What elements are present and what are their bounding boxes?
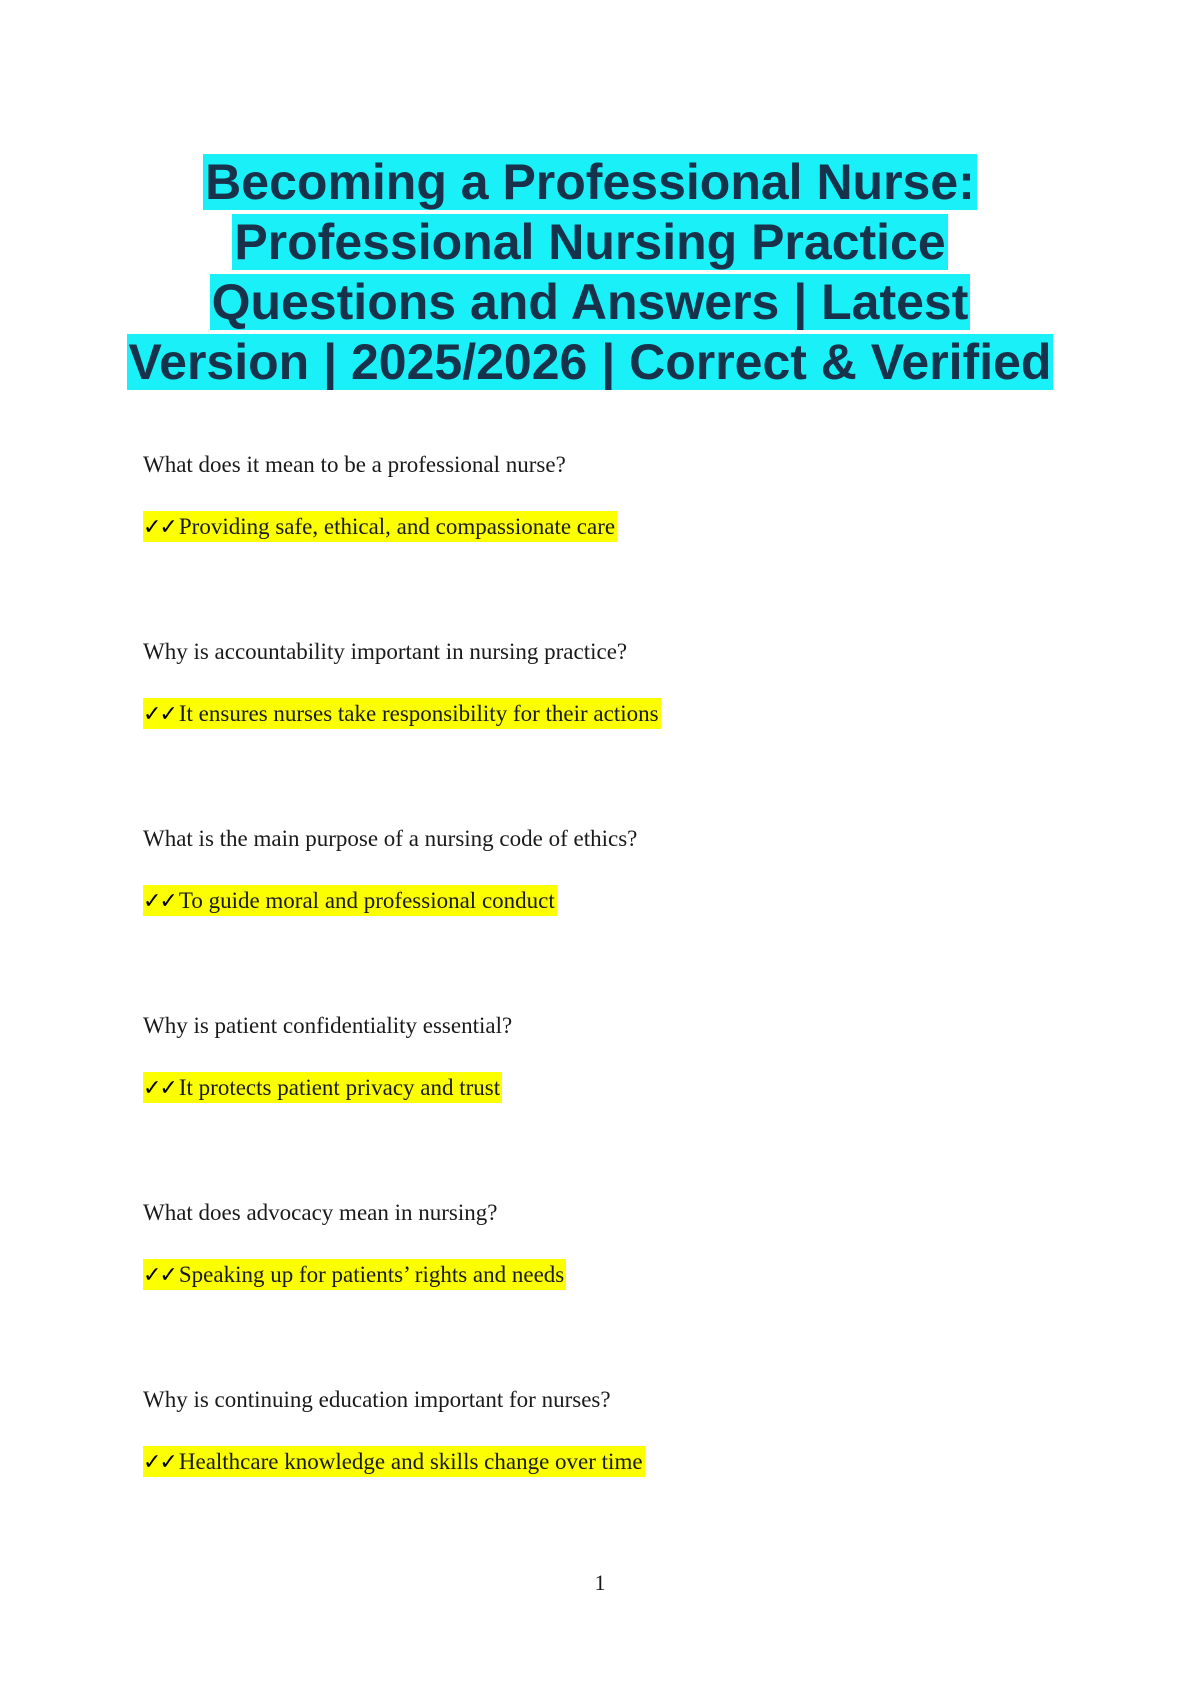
qa-item bbox=[143, 824, 1043, 917]
qa-item bbox=[143, 1385, 1043, 1478]
check-icon: ✓✓ bbox=[143, 515, 176, 540]
answer-highlight bbox=[143, 1446, 645, 1477]
qa-item bbox=[143, 1011, 1043, 1104]
answer bbox=[143, 1073, 1043, 1104]
answer-text: It ensures nurses take responsibility for their actions bbox=[178, 701, 659, 726]
answer bbox=[143, 699, 1043, 730]
check-icon: ✓✓ bbox=[143, 1450, 176, 1475]
qa-item bbox=[143, 637, 1043, 730]
answer bbox=[143, 1260, 1043, 1291]
title-line-3: Questions and Answers | Latest bbox=[211, 274, 969, 330]
answer bbox=[143, 886, 1043, 917]
check-icon: ✓✓ bbox=[143, 1263, 176, 1288]
document-title bbox=[110, 152, 1070, 392]
answer-highlight bbox=[143, 1259, 566, 1290]
answer-highlight bbox=[143, 885, 557, 916]
title-line-2: Professional Nursing Practice bbox=[234, 214, 946, 270]
answer-highlight bbox=[143, 1072, 502, 1103]
answer-text: Providing safe, ethical, and compassionate care bbox=[178, 514, 616, 539]
qa-item bbox=[143, 1198, 1043, 1291]
qa-item bbox=[143, 450, 1043, 543]
question-text: Why is accountability important in nursing practice? bbox=[143, 639, 628, 664]
question-text: What does it mean to be a professional nurse? bbox=[143, 452, 566, 477]
answer-highlight bbox=[143, 511, 617, 542]
answer bbox=[143, 512, 1043, 543]
answer-text: To guide moral and professional conduct bbox=[178, 888, 555, 913]
check-icon: ✓✓ bbox=[143, 889, 176, 914]
answer-text: Healthcare knowledge and skills change over time bbox=[178, 1449, 643, 1474]
answer-text: It protects patient privacy and trust bbox=[178, 1075, 501, 1100]
page-number: 1 bbox=[594, 1570, 606, 1595]
title-line-4: Version | 2025/2026 | Correct & Verified bbox=[128, 334, 1052, 390]
title-line-1: Becoming a Professional Nurse: bbox=[205, 154, 975, 210]
check-icon: ✓✓ bbox=[143, 1076, 176, 1101]
question-text: What does advocacy mean in nursing? bbox=[143, 1200, 498, 1225]
question-text: What is the main purpose of a nursing code of ethics? bbox=[143, 826, 638, 851]
check-icon: ✓✓ bbox=[143, 702, 176, 727]
question-text: Why is patient confidentiality essential? bbox=[143, 1013, 513, 1038]
answer-highlight bbox=[143, 698, 661, 729]
answer-text: Speaking up for patients’ rights and needs bbox=[178, 1262, 565, 1287]
question-text: Why is continuing education important for nurses? bbox=[143, 1387, 611, 1412]
answer bbox=[143, 1447, 1043, 1478]
